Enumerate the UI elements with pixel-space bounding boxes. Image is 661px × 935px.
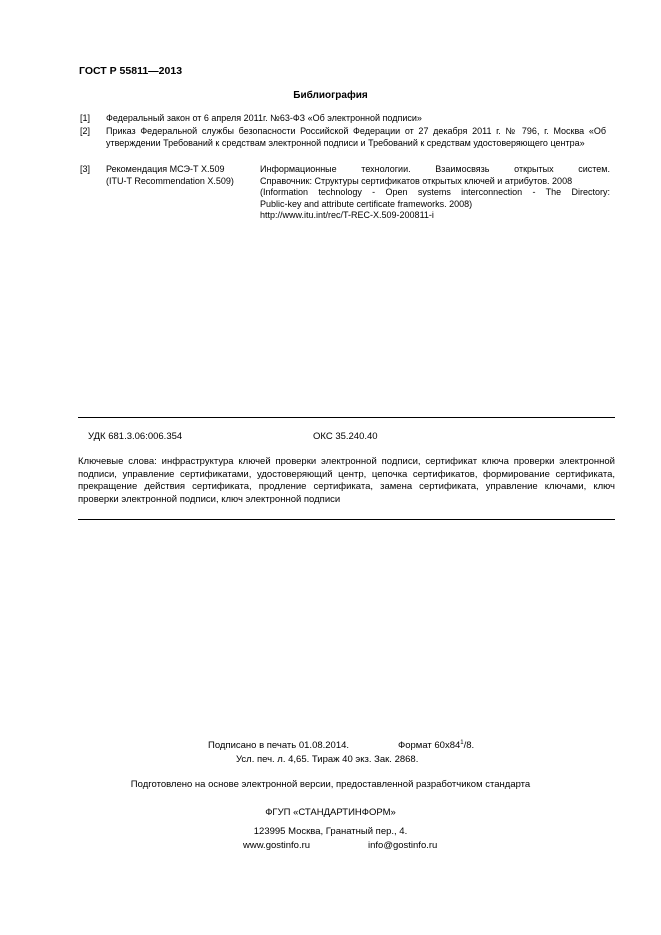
format-sup: 1 (460, 740, 464, 746)
bib-item-3-source-line2: (ITU-T Recommendation X.509) (106, 175, 234, 186)
bib-item-2-number: [2] (80, 126, 91, 136)
bib-item-3-desc-url[interactable]: http://www.itu.int/rec/T-REC-X.509-200811-i (260, 210, 434, 220)
bib-item-1-number: [1] (80, 113, 91, 123)
publisher-website[interactable]: www.gostinfo.ru (243, 840, 311, 851)
publisher-address: 123995 Москва, Гранатный пер., 4. (253, 826, 408, 837)
bib-item-3-desc-line4: Public-key and attribute certificate frameworks. 2008) (260, 198, 473, 209)
format-prefix: Формат 60х84 (398, 740, 461, 752)
oks-code: ОКС 35.240.40 (313, 431, 378, 442)
bib-item-3-desc-line3: (Information technology - Open systems interconnection - The Directory: (260, 187, 610, 197)
publisher-name: ФГУП «СТАНДАРТИНФОРМ» (265, 807, 396, 818)
publisher-email[interactable]: info@gostinfo.ru (368, 840, 438, 851)
standard-number: ГОСТ Р 55811—2013 (79, 65, 183, 77)
bibliography-title: Библиография (293, 90, 368, 101)
imprint-format (398, 740, 474, 751)
bib-item-2-text: Приказ Федеральной службы безопасности Российской Федерации от 27 декабря 2011 г. № 796, г. Москва «Об утверждении Требований к средствам электронной подписи и Требований к средствам удостоверяющего центра» (106, 126, 606, 148)
divider-bottom (78, 519, 615, 520)
format-sub: /8. (463, 740, 475, 752)
udk-code: УДК 681.3.06:006.354 (88, 431, 183, 442)
bib-item-3-desc-line2: Справочник: Структуры сертификатов открытых ключей и атрибутов. 2008 (260, 175, 573, 186)
imprint-signed: Подписано в печать 01.08.2014. (208, 740, 350, 751)
prepared-note: Подготовлено на основе электронной версии, предоставленной разработчиком стандарта (130, 779, 531, 790)
bib-item-3-source (106, 164, 256, 187)
bib-item-3-source-line1: Рекомендация МСЭ-Т X.509 (106, 164, 225, 174)
bib-item-3-description (260, 164, 610, 222)
bib-item-3-number: [3] (80, 164, 91, 174)
bib-item-3-desc-line1: Информационные технологии. Взаимосвязь открытых систем. (260, 164, 610, 174)
keywords-paragraph: Ключевые слова: инфраструктура ключей проверки электронной подписи, сертификат ключа проверки электронной подписи, управление сертификатами, удостоверяющий центр, цепочка сертификатов, формирование сертификата, прекращение действия сертификата, продление сертификата, замена сертификата, управление ключами, ключ проверки электронной подписи, ключ электронной подписи (78, 456, 615, 505)
imprint-sheets: Усл. печ. л. 4,65. Тираж 40 экз. Зак. 2868. (236, 754, 419, 765)
bib-item-1-text: Федеральный закон от 6 апреля 2011г. №63-ФЗ «Об электронной подписи» (106, 113, 422, 123)
divider-top (78, 417, 615, 418)
